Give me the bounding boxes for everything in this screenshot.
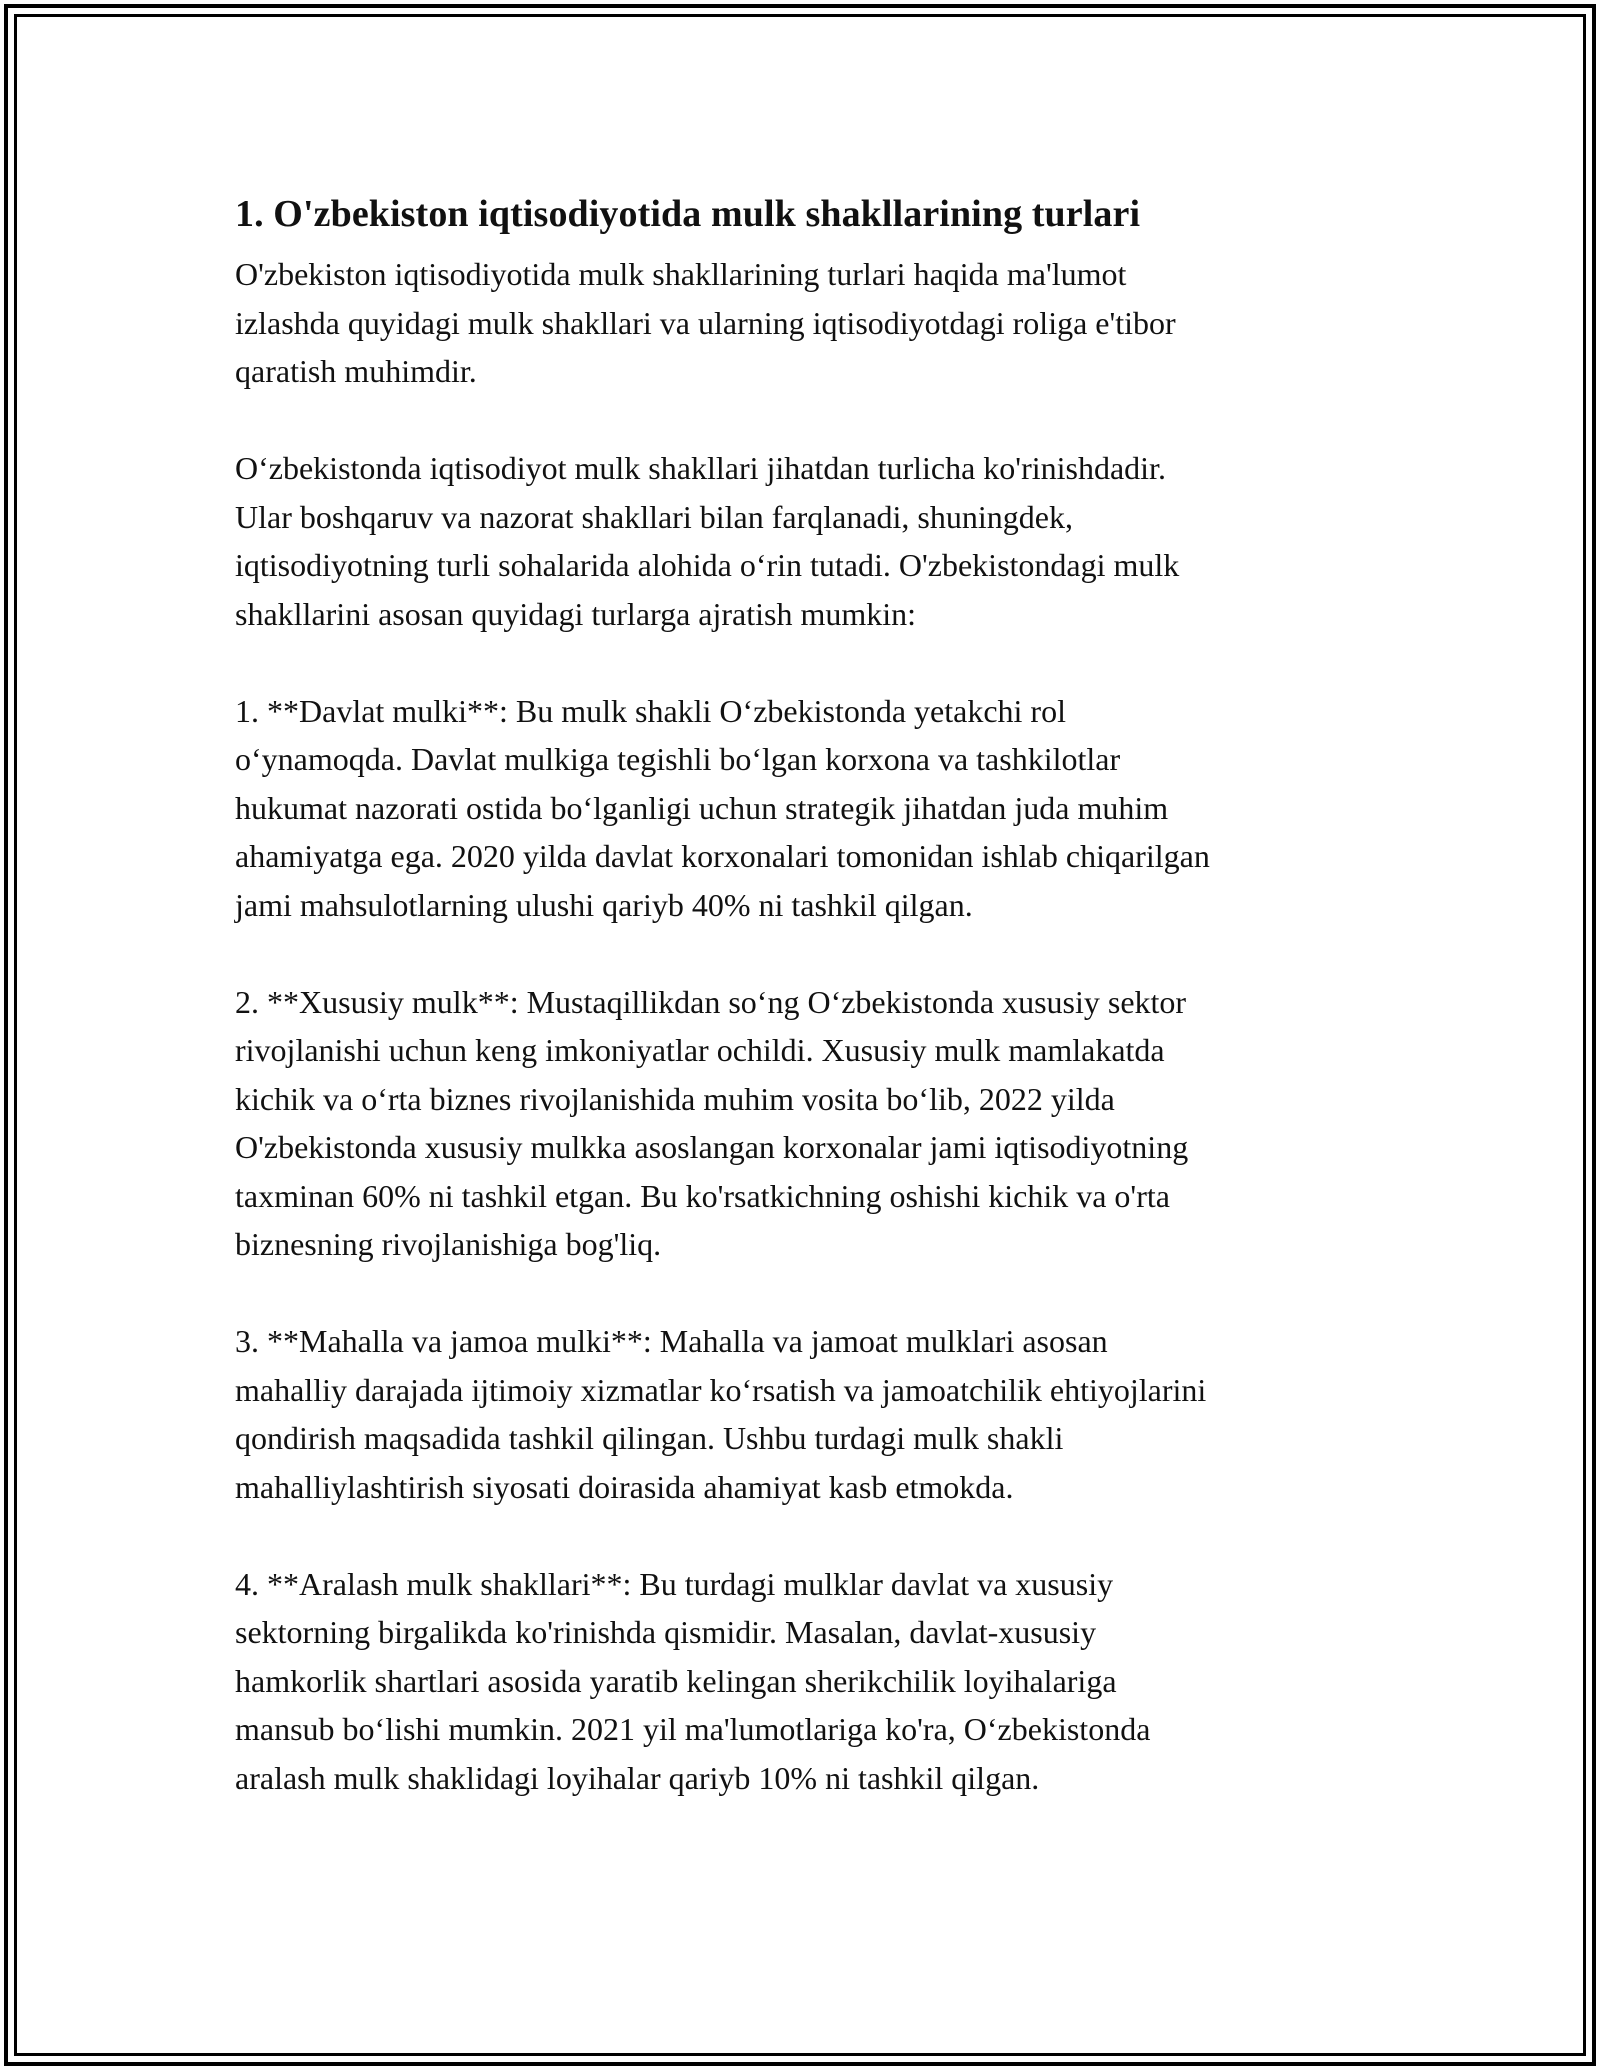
intro-paragraph: O'zbekiston iqtisodiyotida mulk shakllarining turlari haqida ma'lumot izlashda quyidagi mulk shakllari va ularning iqtisodiyotdagi roliga e'tibor qaratish muhimdir. [235,256,1176,389]
list-item-community-property: 3. **Mahalla va jamoa mulki**: Mahalla va jamoat mulklari asosan mahalliy darajada ijtimoiy xizmatlar ko‘rsatish va jamoatchilik ehtiyojlarini qondirish maqsadida tashkil qilingan. Ushbu turdagi mulk shakli mahalliylashtirish siyosati doirasida ahamiyat kasb etmokda. [235,1323,1207,1505]
overview-paragraph: O‘zbekistonda iqtisodiyot mulk shakllari jihatdan turlicha ko'rinishdadir. Ular boshqaruv va nazorat shakllari bilan farqlanadi, shuningdek, iqtisodiyotning turli sohalarida alohida o‘rin tutadi. O'zbekistondagi mulk shakllarini asosan quyidagi turlarga ajratish mumkin: [235,450,1180,632]
list-item-private-property: 2. **Xususiy mulk**: Mustaqillikdan so‘ng O‘zbekistonda xususiy sektor rivojlanishi uchun keng imkoniyatlar ochildi. Xususiy mulk mamlakatda kichik va o‘rta biznes rivojlanishida muhim vosita bo‘lib, 2022 yilda O'zbekistonda xususiy mulkka asoslangan korxonalar jami iqtisodiyotning taxminan 60% ni tashkil etgan. Bu ko'rsatkichning oshishi kichik va o'rta biznesning rivojlanishiga bog'liq. [235,983,1189,1262]
list-item-mixed-property: 4. **Aralash mulk shakllari**: Bu turdagi mulklar davlat va xususiy sektorning birgalikda ko'rinishda qismidir. Masalan, davlat-xususiy hamkorlik shartlari asosida yaratib kelingan sherikchilik loyihalariga mansub bo‘lishi mumkin. 2021 yil ma'lumotlariga ko'ra, O‘zbekistonda aralash mulk shaklidagi loyihalar qariyb 10% ni tashkil qilgan. [235,1565,1151,1796]
document-body [235,184,1375,1802]
list-item-state-property: 1. **Davlat mulki**: Bu mulk shakli O‘zbekistonda yetakchi rol o‘ynamoqda. Davlat mulkiga tegishli bo‘lgan korxona va tashkilotlar hukumat nazorati ostida bo‘lganligi uchun strategik jihatdan juda muhim ahamiyatga ega. 2020 yilda davlat korxonalari tomonidan ishlab chiqarilgan jami mahsulotlarning ulushi qariyb 40% ni tashkil qilgan. [235,692,1210,923]
document-title: 1. O'zbekiston iqtisodiyotida mulk shakllarining turlari [235,193,1141,235]
